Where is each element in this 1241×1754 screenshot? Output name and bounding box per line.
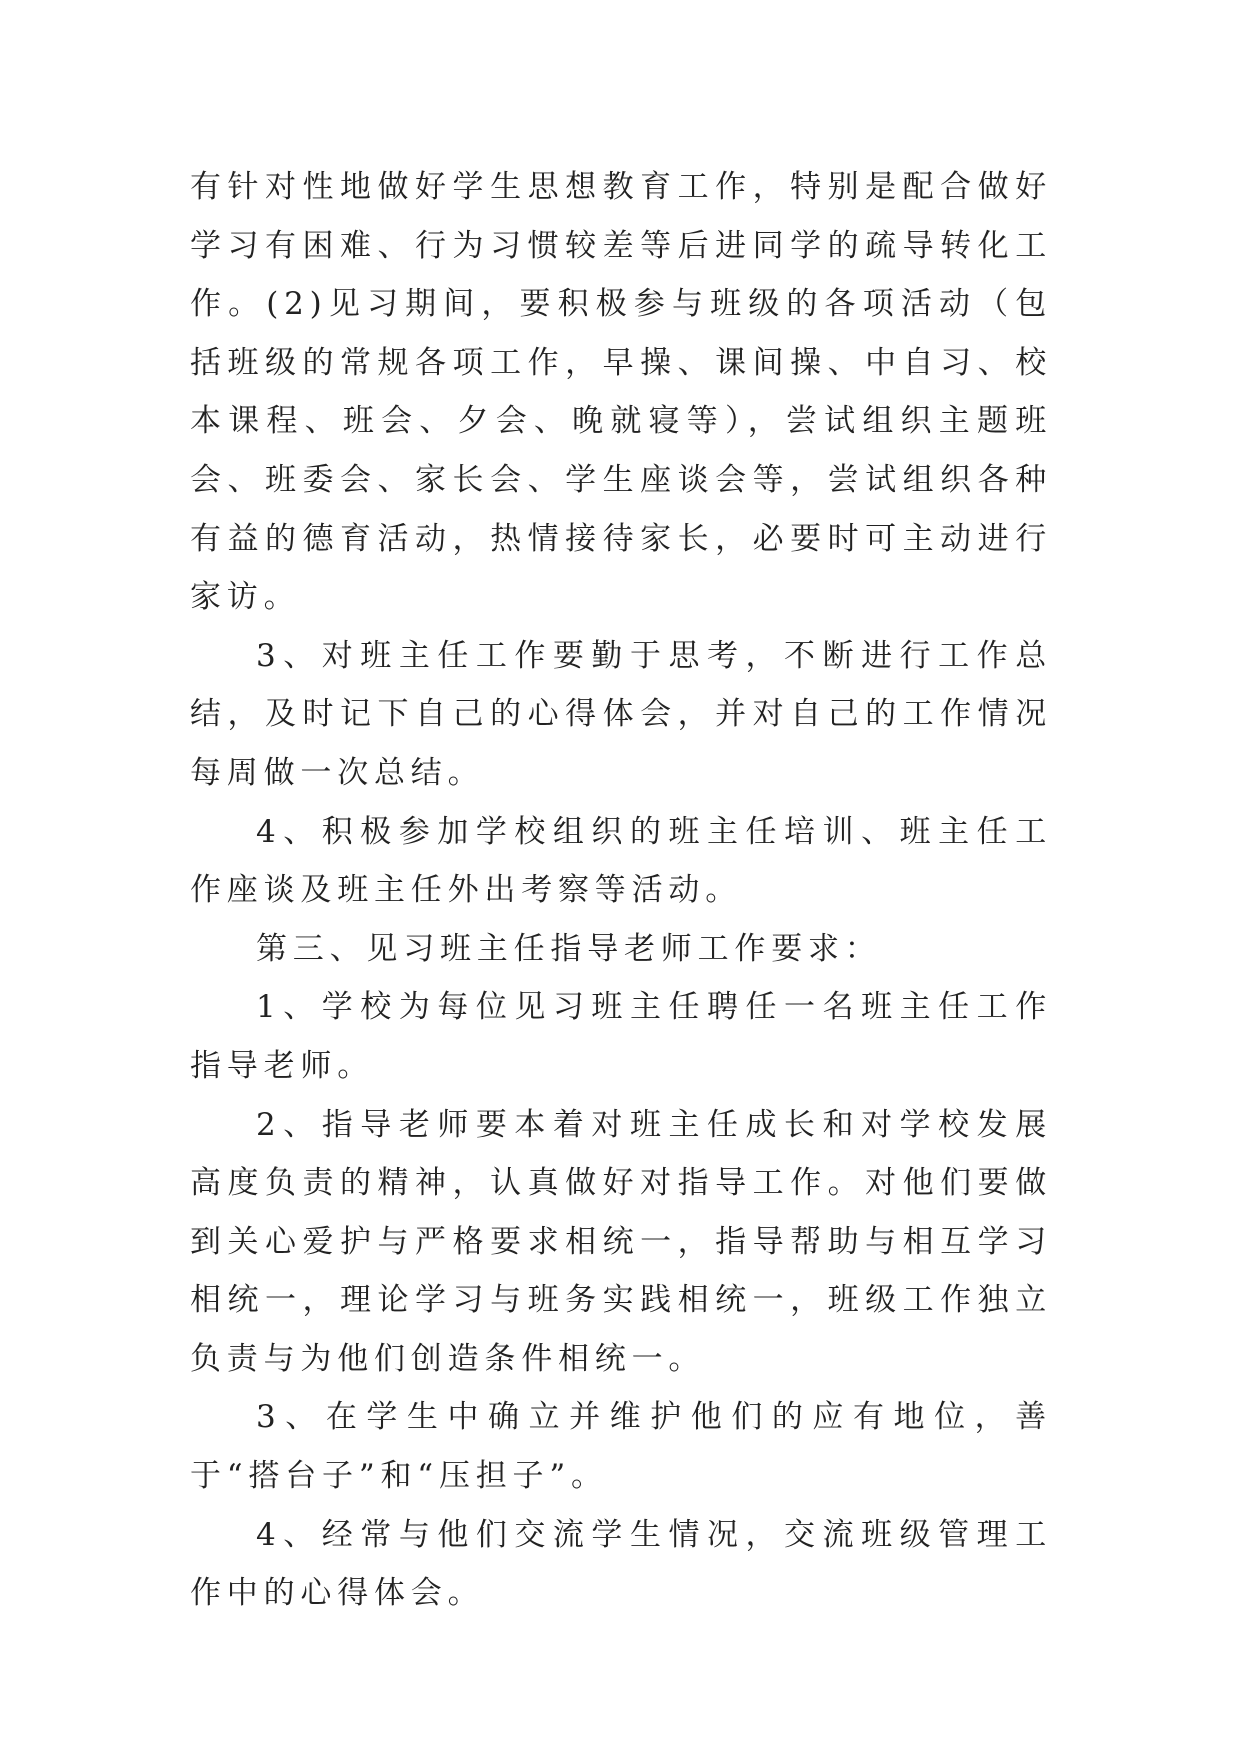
paragraph-guide-3: 3、在学生中确立并维护他们的应有地位，善于“搭台子”和“压担子”。: [190, 1399, 1052, 1495]
paragraph-continuation: 有针对性地做好学生思想教育工作，特别是配合做好学习有困难、行为习惯较差等后进同学的疏导转化工作。(2)见习期间，要积极参与班级的各项活动（包括班级的常规各项工作，早操、课间操、中自习、校本课程、班会、夕会、晚就寝等），尝试组织主题班会、班委会、家长会、学生座谈会等，尝试组织各种有益的德育活动，热情接待家长，必要时可主动进行家访。: [190, 169, 1052, 616]
paragraph-guide-4: 4、经常与他们交流学生情况，交流班级管理工作中的心得体会。: [190, 1516, 1052, 1612]
paragraph-guide-1: 1、学校为每位见习班主任聘任一名班主任工作指导老师。: [190, 989, 1052, 1084]
section-heading: 第三、见习班主任指导老师工作要求：: [256, 930, 882, 967]
paragraph-item-3: 3、对班主任工作要勤于思考，不断进行工作总结，及时记下自己的心得体会，并对自己的工作情况每周做一次总结。: [190, 637, 1052, 791]
document-body: [190, 158, 1052, 1623]
paragraph-item-4: 4、积极参加学校组织的班主任培训、班主任工作座谈及班主任外出考察等活动。: [190, 813, 1052, 909]
paragraph-guide-2: 2、指导老师要本着对班主任成长和对学校发展高度负责的精神，认真做好对指导工作。对他们要做到关心爱护与严格要求相统一，指导帮助与相互学习相统一，理论学习与班务实践相统一，班级工作独立负责与为他们创造条件相统一。: [190, 1106, 1052, 1377]
